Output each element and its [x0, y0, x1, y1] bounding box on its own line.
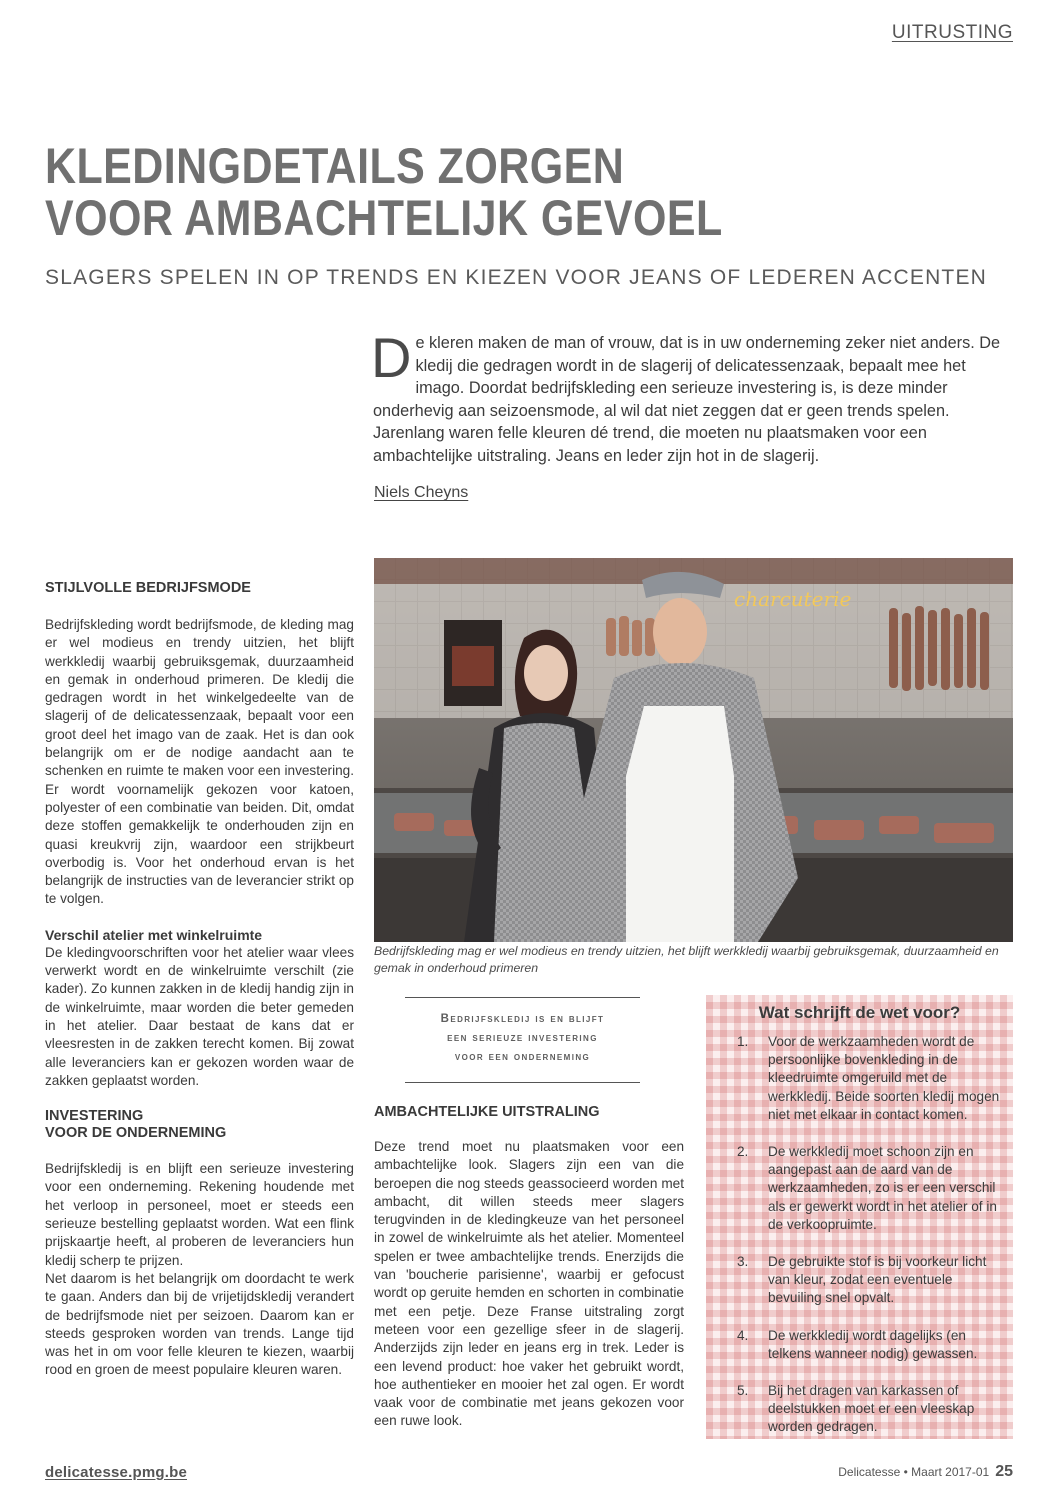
list-item: [706, 1327, 1013, 1363]
list-item: [706, 1382, 1013, 1437]
paragraph-doordacht: Net daarom is het belangrijk om doordacht te werk te gaan. Anders dan bij de vrijetijdskledij verandert de bedrijfsmode niet per seizoen. Daarom kan er steeds gesproken worden van trends. Lange tijd was het in om voor felle kleuren te kiezen, waarbij rood en groen de meest populaire kleuren waren.: [45, 1270, 354, 1378]
article-subheadline: SLAGERS SPELEN IN OP TRENDS EN KIEZEN VOOR JEANS OF LEDEREN ACCENTEN: [45, 266, 988, 289]
paragraph-verschil: De kledingvoorschriften voor het atelier waar vlees verwerkt wordt en de winkelruimte verschilt (zie kader). Zo kunnen zakken in de kledij handig zijn in de winkelruimte, maar worden die beter gemeden in het atelier. Daar bestaat de kans dat er vleesresten in de zakken terecht komen. Bij zowat alle leveranciers kan er gekozen worden waar de zakken geplaatst worden.: [45, 944, 354, 1088]
list-item: [706, 1143, 1013, 1234]
middle-column: [374, 1104, 684, 1431]
list-text: De werkkledij wordt dagelijks (en telkens wanneer nodig) gewassen.: [768, 1327, 978, 1361]
list-text: Voor de werkzaamheden wordt de persoonlijke bovenkleding in de kleedruimte omgeruild met de werkkledij. Beide soorten kledij mogen niet met elkaar in contact komen.: [768, 1034, 1000, 1122]
headline-line-2: VOOR AMBACHTELIJK GEVOEL: [45, 190, 723, 246]
legal-requirements-box: [706, 995, 1013, 1439]
paragraph-investering: Bedrijfskledij is en blijft een serieuze investering voor een onderneming. Rekening houdende met het verloop in personeel, moet er steeds een serieuze bestelling geplaatst worden. Wat een flink prijskaartje heeft, al proberen de leveranciers hun kledij scherp te prijzen.: [45, 1161, 354, 1268]
section-heading-investering: [45, 1108, 354, 1142]
paragraph-ambachtelijk: Deze trend moet nu plaatsmaken voor een ambachtelijke look. Slagers zijn een van die beroepen die nog steeds geassocieerd worden met ambacht, dit willen steeds meer slagers terugvinden in de kledingkeuze van het personeel in zowel de winkelruimte als het atelier. Momenteel spelen er twee ambachtelijke trends. Enerzijds die van 'boucherie parisienne', waarbij er gefocust wordt op geruite hemden en schorten in combinatie met een petje. Deze Franse uitstraling zorgt meteen voor een gezellige sfeer in de slagerij. Anderzijds zijn leder en jeans erg in trek. Leder is een levend product: hoe vaker het gebruikt wordt, hoe authentieker en mooier het zal ogen. Er wordt vaak voor de combinatie met jeans gekozen voor een ruwe look.: [374, 1139, 684, 1429]
article-headline: [45, 140, 819, 244]
list-number: 4.: [737, 1327, 749, 1343]
issue-label: Delicatesse • Maart 2017-01: [838, 1465, 990, 1479]
requirements-list: [706, 1033, 1013, 1456]
list-item: [706, 1253, 1013, 1308]
list-text: De gebruikte stof is bij voorkeur licht van kleur, zodat een eventuele bevuiling snel opvalt.: [768, 1254, 987, 1306]
article-intro: [371, 326, 1013, 468]
list-number: 2.: [737, 1144, 749, 1160]
section-heading-ambachtelijk: AMBACHTELIJKE UITSTRALING: [374, 1104, 600, 1120]
heading-investering-line-2: VOOR DE ONDERNEMING: [45, 1125, 227, 1142]
photo-caption: Bedrijfskleding mag er wel modieus en trendy uitzien, het blijft werkkledij waarbij gebruiksgemak, duurzaamheid en gemak in onderhoud primeren: [374, 944, 999, 975]
sidebox-title: Wat schrijft de wet voor?: [758, 1003, 961, 1022]
section-heading-stijlvolle: STIJLVOLLE BEDRIJFSMODE: [45, 580, 251, 596]
list-item: [706, 1033, 1013, 1124]
pull-quote-line-3: voor een onderneming: [454, 1051, 591, 1063]
list-number: 5.: [737, 1383, 749, 1399]
intro-text: e kleren maken de man of vrouw, dat is in uw onderneming zeker niet anders. De kledij die gedragen wordt in de slagerij of delicatessenzaak, bepaalt mee het imago. Doordat bedrijfskleding een serieuze investering is, is deze minder onderhevig aan seizoensmode, al wil dat niet zeggen dat er geen trends spelen. Jarenlang waren felle kleuren dé trend, die moeten nu plaatsmaken voor een ambachtelijke uitstraling. Jeans en leder zijn hot in de slagerij.: [373, 334, 1001, 465]
list-number: 1.: [737, 1034, 749, 1049]
heading-investering-line-1: INVESTERING: [45, 1108, 144, 1125]
footer-issue-info: [838, 1463, 1013, 1481]
left-column: [45, 580, 354, 1380]
website-link[interactable]: delicatesse.pmg.be: [45, 1464, 187, 1481]
pull-quote-line-1: Bedrijfskledij is en blijft: [440, 1013, 605, 1025]
page-number: 25: [995, 1463, 1013, 1480]
list-text: Bij het dragen van karkassen of deelstukken moet er een vleeskap worden gedragen.: [768, 1383, 975, 1435]
pull-quote-line-2: een serieuze investering: [447, 1032, 598, 1044]
headline-line-1: KLEDINGDETAILS ZORGEN: [45, 138, 625, 194]
list-text: De werkkledij moet schoon zijn en aangepast aan de aard van de werkzaamheden, zo is er een verschil als er gewerkt wordt in het atelier of in de verkoopruimte.: [768, 1144, 997, 1232]
article-photo: [374, 558, 1013, 942]
paragraph-bedrijfsmode: Bedrijfskleding wordt bedrijfsmode, de kleding mag er wel modieus en trendy uitzien, het blijft werkkledij waarbij gebruiksgemak, duurzaamheid en gemak in onderhoud primeren. De kledij die gedragen wordt in het winkelgedeelte van de slagerij of de delicatessenzaak, bepaalt voor een groot deel het imago van de zaak. Het is dan ook belangrijk om er de nodige aandacht aan te schenken en ruimte te maken voor een investering. Er wordt voornamelijk gekozen voor katoen, polyester of een combinatie van beiden. Dit, omdat deze stoffen gemakkelijk te onderhouden zijn en quasi kreukvrij zijn, waardoor een strijkbeurt overbodig is. Voor het onderhoud ervan is het belangrijk de instructies van de leverancier strikt op te volgen.: [45, 617, 354, 907]
intro-dropcap: D: [371, 326, 412, 389]
section-label: UITRUSTING: [891, 22, 1013, 43]
pull-quote: [405, 997, 640, 1083]
list-number: 3.: [737, 1254, 749, 1270]
shop-sign-text: charcuterie: [734, 587, 852, 611]
author-byline[interactable]: Niels Cheyns: [374, 484, 469, 501]
butcher-shop-photo: [374, 558, 1013, 942]
subheading-verschil: Verschil atelier met winkelruimte: [45, 926, 263, 943]
